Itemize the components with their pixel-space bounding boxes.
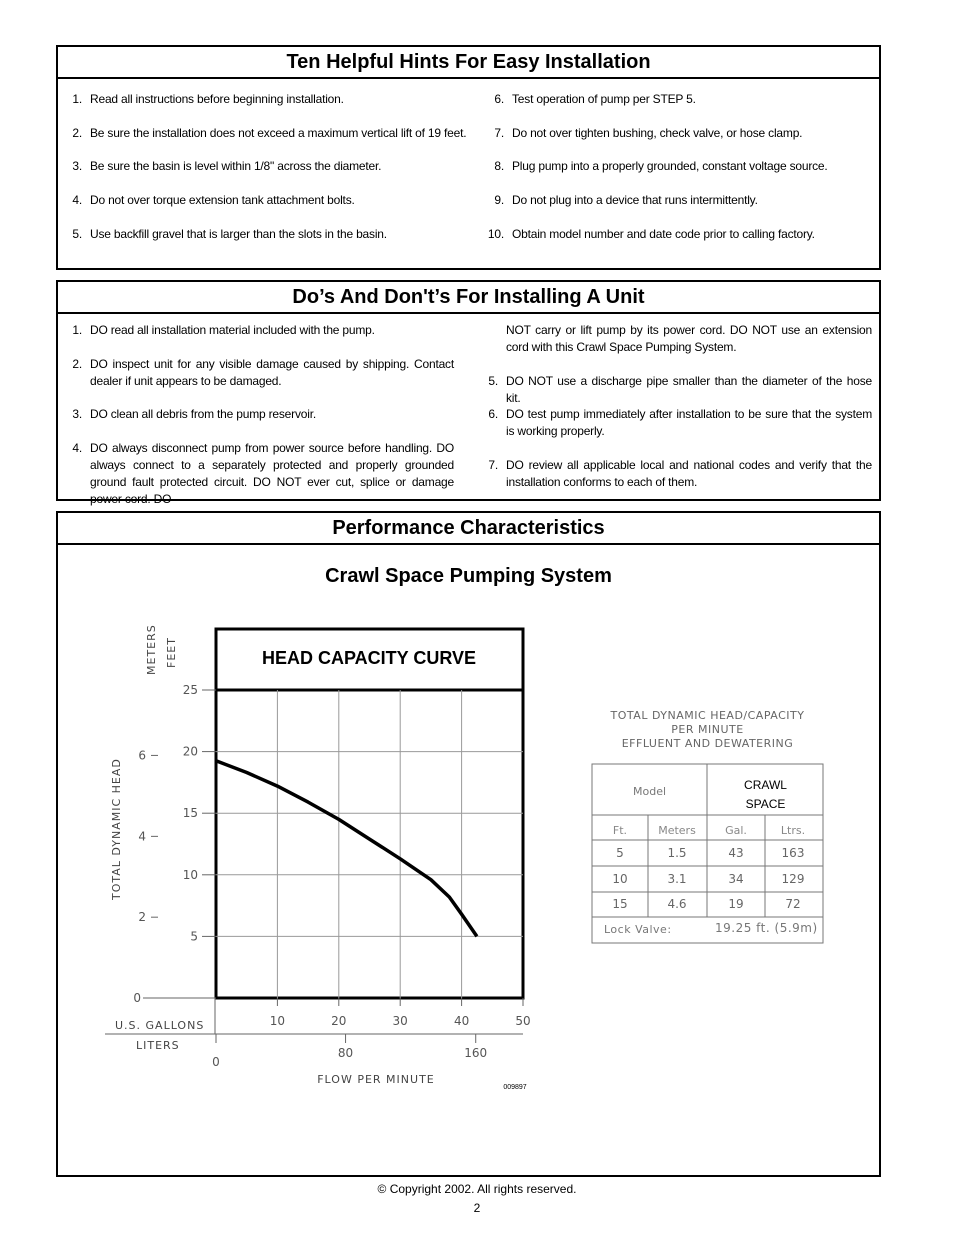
y-tick-label: 20 — [182, 744, 198, 759]
x-tick-label: 40 — [453, 1014, 470, 1028]
item-number: 6. — [488, 407, 498, 421]
item-number: 3. — [72, 159, 82, 173]
item-text: DO NOT use a discharge pipe smaller than the diameter of the hose kit. — [506, 374, 872, 405]
y-secondary-tick-label: 6 — [138, 748, 146, 763]
item-text: Be sure the installation does not exceed a maximum vertical lift of 19 feet. — [90, 126, 467, 140]
item-number: 9. — [494, 193, 504, 207]
y-tick-label: 15 — [182, 806, 198, 821]
chart-title: HEAD CAPACITY CURVE — [261, 648, 477, 668]
x-axis-label: FLOW PER MINUTE — [317, 1073, 435, 1086]
hints-title: Ten Helpful Hints For Easy Installation — [58, 47, 879, 79]
item-number: 7. — [494, 126, 504, 140]
item-number: 1. — [72, 323, 82, 337]
item-text: Be sure the basin is level within 1/8" across the diameter. — [90, 159, 382, 173]
item-number: 4. — [72, 441, 82, 455]
y-unit-primary: FEET — [165, 637, 178, 668]
item-text: Do not over tighten bushing, check valve, or hose clamp. — [512, 126, 803, 140]
table-column-header: Ltrs. — [780, 824, 806, 837]
table-cell: 163 — [781, 846, 805, 860]
y-axis-label: TOTAL DYNAMIC HEAD — [110, 758, 123, 900]
item-text: DO review all applicable local and national codes and verify that the installation conforms to each of them. — [506, 458, 872, 489]
table-cell: 5 — [616, 846, 624, 860]
model-name-line-2: SPACE — [745, 797, 786, 811]
lock-valve-label: Lock Valve: — [604, 923, 672, 936]
y-secondary-tick-label: 0 — [133, 991, 141, 1005]
table-cell: 3.1 — [667, 872, 687, 886]
chart-series — [216, 761, 477, 937]
item-text: DO clean all debris from the pump reservoir. — [90, 407, 316, 421]
model-label: Model — [632, 785, 667, 798]
table-cell: 19 — [728, 897, 744, 911]
item-text: Obtain model number and date code prior to calling factory. — [512, 227, 815, 241]
x-tick-label: 50 — [515, 1014, 531, 1028]
item-text: Read all instructions before beginning installation. — [90, 92, 344, 106]
y-unit-secondary: METERS — [145, 624, 158, 675]
table-cell: 34 — [728, 872, 744, 886]
table-column-header: Gal. — [725, 824, 747, 837]
item-text: DO test pump immediately after installation to be sure that the system is working properly. — [506, 407, 872, 438]
chart-axes — [105, 683, 531, 1069]
item-text: Do not over torque extension tank attachment bolts. — [90, 193, 355, 207]
x-tick-label: 10 — [269, 1014, 286, 1028]
item-number: 4. — [72, 193, 82, 207]
lock-valve-value: 19.25 ft. (5.9m) — [715, 921, 818, 935]
table-cell: 15 — [612, 897, 628, 911]
chart-grid — [216, 690, 523, 998]
head-capacity-line — [216, 761, 477, 937]
item-text: NOT carry or lift pump by its power cord. DO NOT use an extension cord with this Crawl Space Pumping System. — [506, 323, 872, 354]
table-cell: 10 — [612, 872, 628, 886]
y-secondary-tick-label: 4 — [138, 829, 146, 844]
item-text: Test operation of pump per STEP 5. — [512, 92, 696, 106]
page-number: 2 — [473, 1201, 481, 1215]
table-cell: 1.5 — [667, 846, 687, 860]
item-number: 7. — [488, 458, 498, 472]
dos-title: Do’s And Don't’s For Installing A Unit — [58, 282, 879, 314]
item-number: 2. — [72, 357, 82, 371]
capacity-table-header — [592, 709, 823, 751]
item-number: 5. — [72, 227, 82, 241]
table-header-line-1: TOTAL DYNAMIC HEAD/CAPACITY — [610, 709, 805, 722]
item-number: 8. — [494, 159, 504, 173]
x-unit-primary: U.S. GALLONS — [115, 1019, 205, 1032]
item-number: 10. — [487, 227, 504, 241]
table-cell: 43 — [728, 846, 744, 860]
x-tick-label: 30 — [392, 1014, 408, 1028]
model-name-line-1: CRAWL — [744, 778, 787, 792]
x-secondary-tick-label: 160 — [464, 1046, 488, 1060]
table-header-line-2: PER MINUTE — [671, 723, 744, 736]
item-text: DO always disconnect pump from power source before handling. DO always connect to a separately protected and properly grounded ground fault protected circuit. DO NOT ever cut, splice or damage power cord. DO — [90, 441, 454, 506]
item-text: Plug pump into a properly grounded, constant voltage source. — [512, 159, 828, 173]
table-cell: 129 — [781, 872, 805, 886]
item-number: 2. — [72, 126, 82, 140]
performance-title: Performance Characteristics — [58, 513, 879, 545]
item-number: 6. — [494, 92, 504, 106]
item-number: 5. — [488, 374, 498, 388]
x-secondary-tick-label: 80 — [337, 1046, 354, 1060]
copyright: © Copyright 2002. All rights reserved. — [377, 1182, 577, 1196]
model-name — [708, 776, 823, 814]
y-tick-label: 10 — [182, 867, 198, 882]
item-text: Do not plug into a device that runs intermittently. — [512, 193, 758, 207]
item-text: DO inspect unit for any visible damage caused by shipping. Contact dealer if unit appears to be damaged. — [90, 357, 454, 388]
table-cell: 72 — [785, 897, 801, 911]
x-unit-secondary: LITERS — [136, 1039, 180, 1052]
y-tick-label: 5 — [190, 929, 198, 944]
table-cell: 4.6 — [667, 897, 687, 911]
table-column-header: Ft. — [612, 824, 628, 837]
y-tick-label: 25 — [182, 683, 198, 697]
x-secondary-tick-label: 0 — [212, 1055, 220, 1069]
y-secondary-tick-label: 2 — [138, 910, 146, 925]
chart-code: 009897 — [503, 1084, 527, 1091]
item-number: 3. — [72, 407, 82, 421]
table-header-line-3: EFFLUENT AND DEWATERING — [621, 737, 794, 750]
table-column-header: Meters — [658, 824, 696, 837]
item-text: DO read all installation material included with the pump. — [90, 323, 375, 337]
x-tick-label: 20 — [331, 1014, 347, 1028]
item-text: Use backfill gravel that is larger than the slots in the basin. — [90, 227, 387, 241]
item-number: 1. — [72, 92, 82, 106]
performance-subtitle: Crawl Space Pumping System — [325, 565, 612, 587]
